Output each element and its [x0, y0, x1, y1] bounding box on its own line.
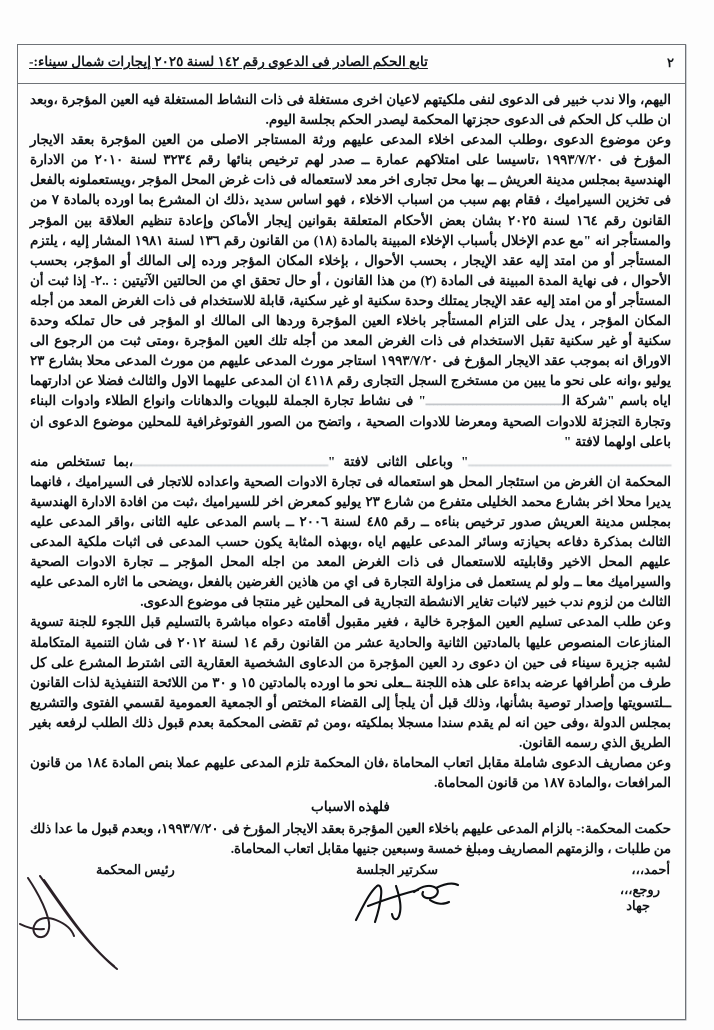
paragraph-1: اليهم، والا ندب خبير فى الدعوى لنفى ملكيتهم لاعيان اخرى مستغلة فى ذات النشاط المستغلة فيه العين المؤجرة ،وبعد ان طلب كل الحكم فى الدعوى حجزتها المحكمة ليصدر الحكم بجلسة اليوم. — [30, 92, 671, 128]
signature-president-label: رئيس المحكمة — [96, 862, 175, 877]
document-body — [24, 90, 679, 859]
paragraph-4: وعن مصاريف الدعوى شاملة مقابل اتعاب المحاماة ،فان المحكمة تلزم المدعى عليهم عملا بنص المادة ١٨٤ من قانون المرافعات ،والمادة ١٨٧ من قانون المحاماة. — [30, 755, 671, 791]
verdict-text: حكمت المحكمة:- بالزام المدعى عليهم باخلاء العين المؤجرة بعقد الايجار المؤرخ فى ١٩٩٣/٧/٢٠، وبعدم قبول ما عدا ذلك من طلبات ، والزمتهم المصاريف ومبلغ خمسة وسبعين جنيها مقابل اتعاب المحاماة. — [30, 821, 671, 857]
page-title: تابع الحكم الصادر فى الدعوى رقم ١٤٢ لسنة ٢٠٢٥ إيجارات شمال سيناء:- — [29, 54, 428, 69]
signature-initial-ahmed: أحمد،،، — [631, 862, 670, 877]
header-divider — [18, 83, 685, 84]
signature-reviewed-label: روجع،،، — [619, 882, 660, 897]
redacted-sign-two: ــــــــــــــــــــــــــــــــــــــــــــــــــ — [133, 453, 328, 469]
secretary-handwritten-signature-icon — [344, 876, 474, 936]
president-handwritten-signature-icon — [14, 874, 164, 984]
paragraph-2b-mid: " وباعلى الثانى لافتة " — [327, 453, 469, 469]
paragraph-2b-post: ،بما تستخلص منه المحكمة ان الغرض من استئجار المحل هو استعماله فى تجارة الادوات الصحية واعداده للاتجار فى السيراميك ، فانهما يديرا محلا اخر بشارع محمد الخليلى متفرع من شارع ٢٣ يوليو كمعرض اخر للسيراميك ،ثبت من افادة الادارة الهندسية بمجلس مدينة العريش صدور ترخيص بناءه ــ رقم ٤٨٥ لسنة ٢٠٠٦ ــ باسم المدعى عليه الثانى ،واقر المدعى عليه الثالث بمذكرة دفاعه بحيازته وسائر المدعى عليهم اياه ،وبهذه المثابة يكون حسب المدعى فى اثبات ملكية المدعى عليهم المحل الاخير وقابليته للاستعمال فى ذات الغرض المعد من اجله المحل المؤجر ــ تجارة الادوات الصحية والسيراميك معا ــ ولو لم يستعمل فى مزاولة التجارة فى اي من هاذين الغرضين بالفعل ،ويضحى ما اثاره المدعى عليه الثالث من لزوم ندب خبير لاثبات تغاير الانشطة التجارية فى المحلين غير منتجا فى موضوع الدعوى. — [30, 453, 671, 610]
redacted-sign-one: ــــــــــــــــــــــــــــــــــــــــــــــــــــ — [468, 453, 672, 469]
paragraph-3: وعن طلب المدعى تسليم العين المؤجرة خالية ، فغير مقبول أقامته دعواه مباشرة بالتسليم قبل اللجوء للجنة تسوية المنازعات المنصوص عليها بالمادتين الثانية والحادية عشر من القانون رقم ١٤ لسنة ٢٠١٢ فى شان التنمية المتكاملة لشبه جزيرة سيناء فى حين ان دعوى رد العين المؤجرة من الدعاوى الشخصية العقارية التى اشترط المشرع على كل طرف من أطرافها عرضه بداءة على هذه اللجنة ــعلى نحو ما اورده بالمادتين ١٥ و ٣٠ من اللائحة التنفيذية لذات القانون ــلتسويتها وإصدار توصية بشأنها، وذلك قبل أن يلجأ إلى القضاء المختص أو الجمعية العمومية لقسمي الفتوى والتشريع بمجلس الدولة ،وفى حين انه لم يقدم سندا مسجلا بملكيته ،ومن ثم تقضى المحكمة بعدم قبول ذلك الطلب لرفعه بغير الطريق الذي رسمه القانون. — [30, 614, 671, 750]
signature-secretary-label: سكرتير الجلسة — [355, 862, 438, 877]
paragraph-2b — [30, 452, 671, 613]
page-number: ٢ — [667, 55, 674, 70]
reasons-heading: فلهذه الاسباب — [311, 799, 390, 815]
signature-reviewer-name: جهاد — [626, 898, 650, 913]
document-header — [17, 49, 686, 83]
signature-zone — [24, 862, 674, 988]
paragraph-2-text-after: " فى نشاط تجارة الجملة للبويات والدهانات وانواع الطلاء وادوات البناء وتجارة التجزئة للادوات الصحية ومعرضا للادوات الصحية ، واتضح من الصور الفوتوغرافية للمحلين موضوع الدعوى ان باعلى اولهما لافتة " — [30, 393, 671, 449]
redacted-company-name: ـــــــــــــــــــــــــــــــــــ — [425, 393, 563, 409]
paragraph-2 — [30, 130, 671, 452]
paragraph-2-text: وعن موضوع الدعوى ،وطلب المدعى اخلاء المدعى عليهم ورثة المستاجر الاصلى من العين المؤجرة بعقد الايجار المؤرخ فى ١٩٩٣/٧/٢٠ ،تاسيسا على امتلاكهم عمارة ــ صدر لهم ترخيص بنائها رقم ٣٢٣٤ لسنة ٢٠١٠ من الادارة الهندسية بمجلس مدينة العريش ــ بها محل تجارى اخر معد لاستعماله فى ذات غرض المحل المؤجر ،ويستعملونه بالفعل فى تخزين السيراميك ، فقام بهم سبب من اسباب الاخلاء ، فهو اساس سديد ،ذلك ان المشرع بما اورده بالمادة ٧ من القانون رقم ١٦٤ لسنة ٢٠٢٥ بشان بعض الأحكام المتعلقة بقوانين إيجار الأماكن وإعادة تنظيم العلاقة بين المؤجر والمستأجر انه "مع عدم الإخلال بأسباب الإخلاء المبينة بالمادة (١٨) من القانون رقم ١٣٦ لسنة ١٩٨١ المشار إليه ، يلتزم المستأجر أو من امتد إليه عقد الإيجار ، بحسب الأحوال ، بإخلاء المكان المؤجر ورده إلى المالك أو المؤجر، بحسب الأحوال ، فى نهاية المدة المبينة فى المادة (٢) من هذا القانون ، أو حال تحقق اي من الحالتين الآتيتين : ..٢- إذا ثبت أن المستأجر أو من امتد إليه عقد الإيجار يمتلك وحدة سكنية او غير سكنية، قابلة للاستخدام فى ذات الغرض المعد من أجله المكان المؤجر ، يدل على التزام المستأجر باخلاء العين المؤجرة وردها الى المالك او المؤجر فى حال تملكه وحدة سكنية أو غير سكنية تقبل الاستخدام فى ذات الغرض المعد من أجله تلك العين المؤجرة ،ومتى ثبت من الرجوع الى الاوراق انه بموجب عقد الايجار المؤرخ فى ١٩٩٣/٧/٢٠ استاجر مورث المدعى عليهم من مورث المدعى محلا بشارع ٢٣ يوليو ،وانه على نحو ما يبين من مستخرج السجل التجارى رقم ٤١١٨ ان المدعى عليهما الاول والثالث فضلا عن ادارتهما اياه باسم "شركة ال — [30, 132, 671, 409]
